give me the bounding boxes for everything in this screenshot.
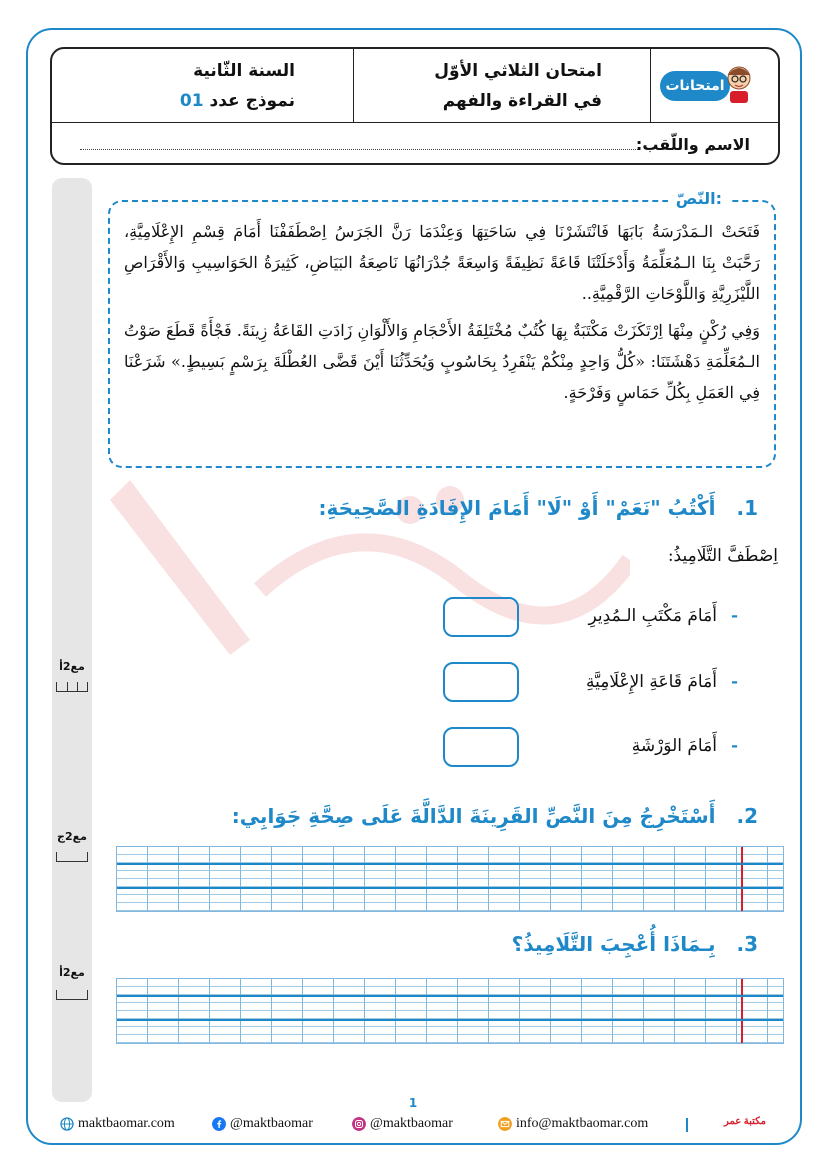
bullet-dash: -: [730, 736, 738, 756]
teacher-avatar-icon: [722, 63, 756, 103]
option-item: [589, 606, 738, 626]
logo-cell: [650, 49, 778, 123]
answer-box[interactable]: [443, 662, 519, 702]
footer-instagram[interactable]: [352, 1116, 453, 1132]
passage-label: النّصّ:: [668, 189, 730, 208]
answer-box[interactable]: [443, 727, 519, 767]
option-item: [586, 672, 738, 692]
question-number: 2.: [736, 804, 758, 828]
passage-paragraph: فَتَحَتْ الـمَدْرَسَةُ بَابَهَا فَانْتَشَرْنَا فِي سَاحَتِهَا وَعِنْدَمَا رَنَّ الجَرَسُ اِصْطَفَفْنَا أَمَامَ قِسْمِ الإِعْلَامِيَّةِ، رَحَّبَتْ بِنَا الـمُعَلِّمَةُ وَأَدْخَلَتْنَا قَاعَةً نَظِيفَةً وَاسِعَةً جُدْرَانُهَا نَاصِعَةُ البَيَاضِ، كَثِيرَةُ الحَوَاسِيبِ وَالأَقْرَاصِ اللَّيْزَرِيَّةِ وَاللَّوْحَاتِ الرَّقْمِيَّةِ..: [124, 222, 760, 303]
globe-icon: [60, 1117, 74, 1131]
reading-passage: [108, 189, 776, 468]
baseline: [117, 995, 783, 997]
passage-text: [124, 216, 760, 408]
email-text: info@maktbaomar.com: [516, 1116, 649, 1131]
model-label: نموذج عدد: [209, 91, 295, 111]
option-text: أَمَامَ مَكْتَبِ الـمُدِيرِ: [588, 606, 717, 626]
footer-logo-text: مكتبة عمر: [723, 1116, 766, 1127]
exam-subject: في القراءة والفهم: [442, 91, 602, 111]
baseline: [117, 1019, 783, 1021]
criterion-label: مع2أ: [59, 660, 85, 673]
exams-logo: [660, 63, 756, 107]
baseline: [117, 887, 783, 889]
criterion-label: مع2ج: [57, 830, 87, 843]
name-field[interactable]: [80, 149, 638, 150]
passage-paragraph: وَفِي رُكْنٍ مِنْهَا اِرْتَكَزَتْ مَكْتَبَةٌ بِهَا كُتُبٌ مُخْتَلِفَةُ الأَحْجَامِ وَالأَلْوَانِ زَادَتِ القَاعَةُ زِينَةً. فَجْأَةً قَطَعَ صَوْتُ الـمُعَلِّمَةِ دَهْشَتَنَا: «كُلُّ وَاحِدٍ مِنْكُمْ يَنْفَرِدُ بِحَاسُوبٍ وَيُحَدِّثُنَا أَيْنَ قَضَّى العُطْلَةَ بِرَسْمٍ بَسِيطٍ.» شَرَعْنَا فِي العَمَلِ بِكُلِّ حَمَاسٍ وَفَرْحَةٍ.: [124, 321, 760, 402]
question-text: أَسْتَخْرِجُ مِنَ النَّصِّ القَرِينَةَ الدَّالَّةَ عَلَى صِحَّةِ جَوَابِي:: [231, 804, 716, 828]
question-2-title: [232, 804, 758, 828]
footer-website[interactable]: [60, 1116, 175, 1132]
footer-logo: [724, 1116, 766, 1127]
exam-title-cell: [353, 49, 650, 123]
footer: [60, 1116, 766, 1136]
grading-column: [52, 178, 92, 1102]
email-icon: [498, 1117, 512, 1131]
question-text: بِـمَاذَا أُعْجِبَ التَّلَامِيذُ؟: [511, 932, 716, 956]
writing-lines[interactable]: [116, 846, 784, 912]
facebook-text: @maktbaomar: [230, 1116, 313, 1131]
name-label: الاسم واللّقب:: [635, 135, 750, 154]
bullet-dash: -: [730, 672, 738, 692]
question-number: 3.: [736, 932, 758, 956]
question-1-title: [319, 496, 758, 520]
facebook-icon: [212, 1117, 226, 1131]
question-3-title: [512, 932, 758, 956]
score-box[interactable]: [56, 852, 88, 862]
exam-title: امتحان الثلاثي الأوّل: [434, 61, 602, 81]
year-cell: [52, 49, 355, 123]
question-number: 1.: [736, 496, 758, 520]
score-box[interactable]: [56, 990, 88, 1000]
writing-lines[interactable]: [116, 978, 784, 1044]
option-item: [632, 736, 738, 756]
question-text: أَكْتُبُ "نَعَمْ" أَوْ "لَا" أَمَامَ الإِفَادَةِ الصَّحِيحَةِ:: [318, 496, 716, 520]
baseline: [117, 863, 783, 865]
instagram-text: @maktbaomar: [370, 1116, 453, 1131]
answer-box[interactable]: [443, 597, 519, 637]
header-info-row: [52, 49, 778, 123]
footer-email[interactable]: [498, 1116, 648, 1132]
school-year: السنة الثّانية: [193, 61, 295, 81]
logo-text: امتحانات: [660, 71, 730, 101]
footer-divider: [686, 1118, 688, 1132]
page-number: 1: [408, 1096, 418, 1110]
model-number-value: 01: [179, 91, 204, 111]
footer-facebook[interactable]: [212, 1116, 313, 1132]
criterion-label: مع2أ: [59, 966, 85, 979]
bullet-dash: -: [730, 606, 738, 626]
website-text: maktbaomar.com: [78, 1116, 175, 1131]
score-box[interactable]: [56, 682, 88, 692]
question-1-stem: اِصْطَفَّ التَّلَامِيذُ:: [667, 546, 778, 566]
name-row: [52, 123, 778, 165]
instagram-icon: [352, 1117, 366, 1131]
model-number: [52, 91, 355, 111]
option-text: أَمَامَ الوَرْشَةِ: [631, 736, 717, 756]
exam-header: [50, 47, 780, 165]
option-text: أَمَامَ قَاعَةِ الإِعْلَامِيَّةِ: [585, 672, 717, 692]
